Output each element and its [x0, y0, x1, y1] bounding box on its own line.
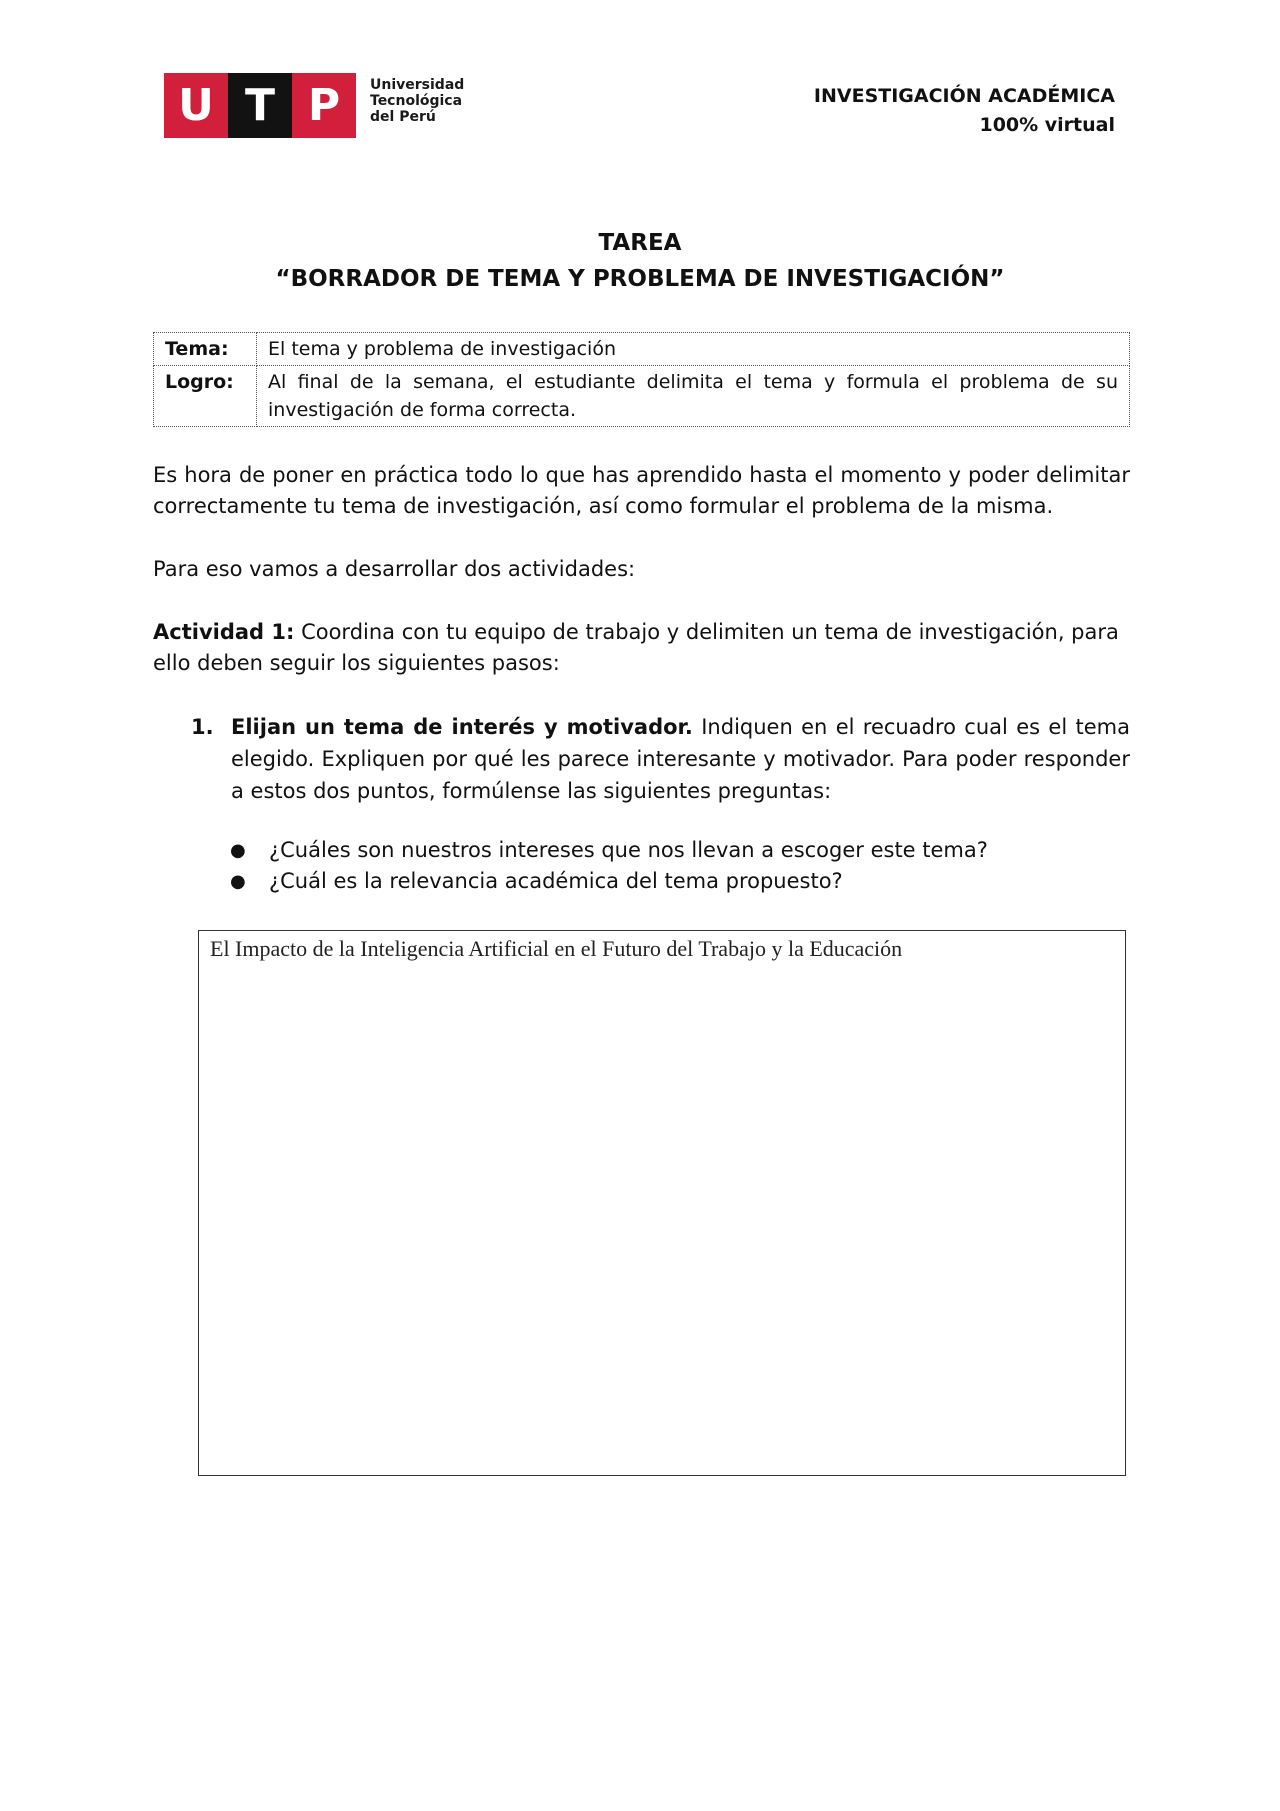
- list-item: [230, 835, 1130, 866]
- utp-logo: [164, 73, 464, 138]
- list-item-text: ¿Cuál es la relevancia académica del tema propuesto?: [269, 869, 843, 893]
- table-label-logro: Logro:: [154, 366, 257, 427]
- bullet-icon: ●: [230, 871, 246, 892]
- document-title: [0, 225, 1280, 297]
- logo-text-line: Tecnológica: [370, 92, 463, 109]
- table-value-logro: Al final de la semana, el estudiante delimita el tema y formula el problema de su investigación de forma correcta.: [257, 366, 1130, 427]
- logo-text-line: del Perú: [370, 108, 436, 125]
- logo-text-line: Universidad: [370, 76, 465, 93]
- answer-text[interactable]: El Impacto de la Inteligencia Artificial en el Futuro del Trabajo y la Educación: [210, 936, 903, 961]
- table-row: [154, 333, 1130, 366]
- step-number: 1.: [191, 715, 214, 739]
- info-table: [153, 332, 1130, 427]
- table-label-tema: Tema:: [154, 333, 257, 366]
- logo-letter-t: T: [228, 73, 292, 138]
- logo-letter-p: P: [292, 73, 356, 138]
- activities-intro-paragraph: Para eso vamos a desarrollar dos actividades:: [153, 557, 636, 581]
- bullet-icon: ●: [230, 840, 246, 861]
- table-row: [154, 366, 1130, 427]
- course-name: INVESTIGACIÓN ACADÉMICA: [813, 85, 1115, 107]
- activity-1-paragraph: [153, 617, 1130, 679]
- table-value-tema: El tema y problema de investigación: [257, 333, 1130, 366]
- logo-blocks: [164, 73, 356, 138]
- course-modality: 100% virtual: [979, 114, 1115, 136]
- question-list: [230, 835, 1130, 897]
- step-text: [231, 711, 1130, 807]
- list-item: [230, 866, 1130, 897]
- title-line-1: TAREA: [598, 230, 682, 256]
- logo-letter-u: U: [164, 73, 228, 138]
- step-1: [191, 711, 1130, 807]
- intro-paragraph: Es hora de poner en práctica todo lo que has aprendido hasta el momento y poder delimitar correctamente tu tema de investigación, así como formular el problema de la misma.: [153, 463, 1130, 518]
- step-bold-text: Elijan un tema de interés y motivador.: [231, 715, 693, 739]
- course-header: [814, 82, 1115, 140]
- list-item-text: ¿Cuáles son nuestros intereses que nos llevan a escoger este tema?: [269, 838, 988, 862]
- step-body-text: Indiquen en el recuadro cual es el tema elegido. Expliquen por qué les parece interesante y motivador. Para poder responder a estos dos puntos, formúlense las siguientes preguntas:: [231, 715, 1130, 803]
- title-line-2: “BORRADOR DE TEMA Y PROBLEMA DE INVESTIGACIÓN”: [275, 266, 1005, 292]
- logo-wordmark: [370, 77, 464, 125]
- activity-1-label: Actividad 1:: [153, 620, 295, 644]
- activity-1-text: Coordina con tu equipo de trabajo y delimiten un tema de investigación, para ello deben seguir los siguientes pasos:: [153, 620, 1119, 675]
- answer-box[interactable]: [198, 930, 1126, 1476]
